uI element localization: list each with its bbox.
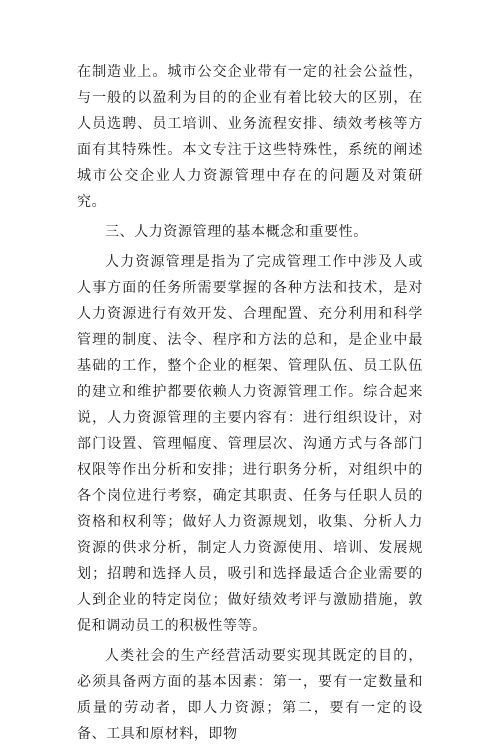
paragraph-continuation: 在制造业上。城市公交企业带有一定的社会公益性，与一般的以盈利为目的的企业有着比较大的区别，在人员选聘、员工培训、业务流程安排、绩效考核等方面有其特殊性。本文专注于这些特殊性，系统的阐述城市公交企业人力资源管理中存在的问题及对策研究。 — [77, 64, 423, 210]
section-heading: 三、人力资源管理的基本概念和重要性。 — [105, 224, 368, 240]
paragraph-production-factors: 人类社会的生产经营活动要实现其既定的目的，必须具备两方面的基本因素：第一，要有一定数量和质量的劳动者，即人力资源；第二，要有一定的设备、工具和原材料，即物 — [77, 648, 423, 742]
paragraph-hr-definition: 人力资源管理是指为了完成管理工作中涉及人或人事方面的任务所需要掌握的各种方法和技术，是对人力资源进行有效开发、合理配置、充分利用和科学管理的制度、法令、程序和方法的总和，是企业中最基础的工作，整个企业的框架、管理队伍、员工队伍的建立和维护都要依赖人力资源管理工作。综合起来说，人力资源管理的主要内容有：进行组织设计，对部门设置、管理幅度、管理层次、沟通方式与各部门权限等作出分析和安排；进行职务分析，对组织中的各个岗位进行考察，确定其职责、任务与任职人员的资格和权利等；做好人力资源规划，收集、分析人力资源的供求分析，制定人力资源使用、培训、发展规划；招聘和选择人员，吸引和选择最适合企业需要的人到企业的特定岗位；做好绩效考评与激励措施，敦促和调动员工的积极性等等。 — [77, 254, 423, 634]
